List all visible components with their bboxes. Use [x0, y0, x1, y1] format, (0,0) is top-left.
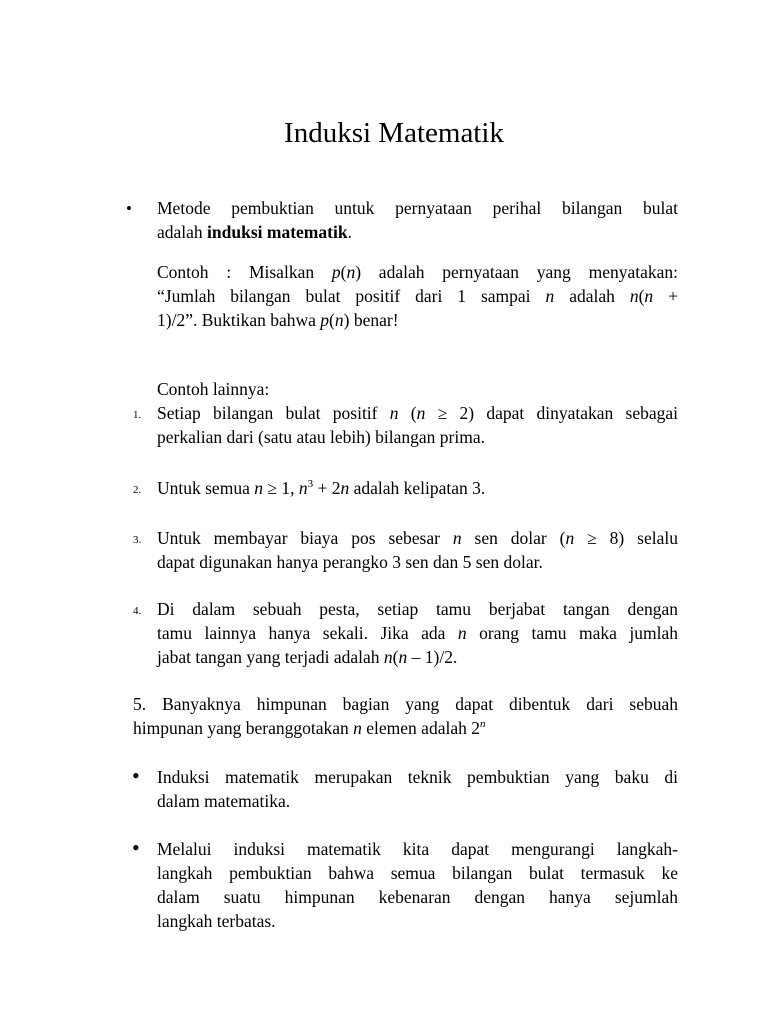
text-line: Untuk semua n ≥ 1, $n^3 + 2n$ adalah kelipatan 3. — [157, 478, 486, 498]
text-line: langkah pembuktian bahwa semua bilangan bulat termasuk ke — [157, 863, 678, 883]
text-line: 5. Banyaknya himpunan bagian yang dapat dibentuk dari sebuah — [133, 694, 678, 714]
text-line: tamu lainnya hanya sekali. Jika ada n orang tamu maka jumlah — [157, 623, 678, 643]
text-line: dalam suatu himpunan kebenaran dengan hanya sejumlah — [157, 887, 678, 907]
text-line: “Jumlah bilangan bulat positif dari 1 sampai n adalah n(n + — [157, 286, 678, 306]
other-examples-heading: Contoh lainnya: — [157, 379, 270, 399]
list-item — [157, 401, 678, 449]
list-item — [157, 476, 678, 500]
text-line: Contoh : Misalkan p(n) adalah pernyataan yang menyatakan: — [157, 262, 678, 282]
page-title: Induksi Matematik — [284, 117, 504, 149]
list-item — [157, 597, 678, 669]
text-line: langkah terbatas. — [157, 911, 276, 931]
text-line: dapat digunakan hanya perangko 3 sen dan 5 sen dolar. — [157, 552, 543, 572]
example-paragraph — [157, 260, 678, 332]
bullet-marker: • — [126, 199, 132, 218]
bullet-marker: • — [132, 763, 140, 788]
text-line: dalam matematika. — [157, 791, 291, 811]
list-item-5 — [133, 692, 678, 740]
text-line: Metode pembuktian untuk pernyataan perihal bilangan bulat — [157, 198, 678, 218]
list-item — [157, 526, 678, 574]
text-line: Setiap bilangan bulat positif n (n ≥ 2) dapat dinyatakan sebagai — [157, 403, 678, 423]
text-line: perkalian dari (satu atau lebih) bilangan prima. — [157, 427, 485, 447]
text-line: Di dalam sebuah pesta, setiap tamu berjabat tangan dengan — [157, 599, 678, 619]
text-line: himpunan yang beranggotakan n elemen adalah 2$^n$ — [133, 718, 486, 738]
intro-paragraph — [157, 196, 678, 244]
text-line: adalah induksi matematik. — [157, 222, 352, 242]
text-line: Induksi matematik merupakan teknik pembuktian yang baku di — [157, 767, 678, 787]
bullet-marker: • — [132, 835, 140, 860]
list-number: 1. — [133, 409, 142, 421]
text-line: 1)/2”. Buktikan bahwa p(n) benar! — [157, 310, 399, 330]
text-line: jabat tangan yang terjadi adalah n(n – 1)/2. — [157, 647, 458, 667]
text-line: Melalui induksi matematik kita dapat mengurangi langkah- — [157, 839, 678, 859]
text-line: Untuk membayar biaya pos sebesar n sen dolar (n ≥ 8) selalu — [157, 528, 678, 548]
bullet-paragraph — [157, 765, 678, 813]
list-number: 4. — [133, 605, 142, 617]
list-number: 2. — [133, 484, 142, 496]
list-number: 3. — [133, 534, 142, 546]
bullet-paragraph — [157, 837, 678, 933]
